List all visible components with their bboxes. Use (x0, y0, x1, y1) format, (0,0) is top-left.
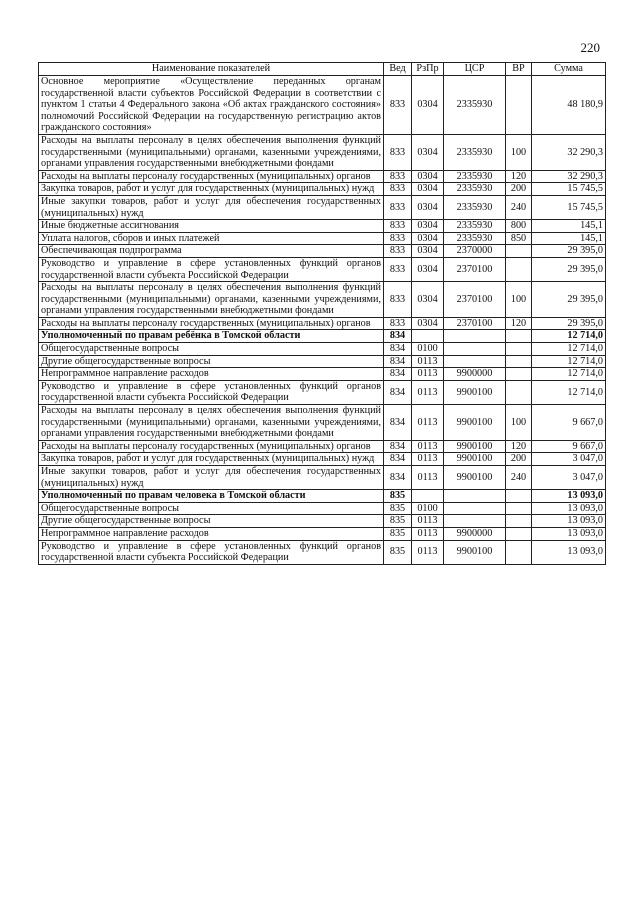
row-rzpr: 0304 (412, 195, 444, 219)
row-sum: 15 745,5 (532, 183, 606, 196)
row-ved: 833 (384, 195, 412, 219)
row-csr: 9900000 (444, 527, 506, 540)
row-name: Другие общегосударственные вопросы (39, 515, 384, 528)
row-vr (506, 368, 532, 381)
row-ved: 833 (384, 220, 412, 233)
row-name: Руководство и управление в сфере установленных функций органов государственной власти субъекта Российской Федерации (39, 540, 384, 564)
row-name: Расходы на выплаты персоналу государственных (муниципальных) органов (39, 170, 384, 183)
row-rzpr: 0113 (412, 540, 444, 564)
row-csr: 9900100 (444, 440, 506, 453)
row-name: Расходы на выплаты персоналу в целях обеспечения выполнения функций государственными (муниципальными) органами, казенными учреждениями, органами управления государственными внебюджетными фондами (39, 134, 384, 170)
row-ved: 833 (384, 183, 412, 196)
row-rzpr: 0113 (412, 440, 444, 453)
table-row (39, 527, 606, 540)
table-row (39, 466, 606, 490)
row-vr (506, 515, 532, 528)
row-csr: 9900100 (444, 466, 506, 490)
row-ved: 833 (384, 245, 412, 258)
table-row (39, 515, 606, 528)
row-vr: 800 (506, 220, 532, 233)
row-vr: 100 (506, 405, 532, 441)
row-rzpr: 0304 (412, 245, 444, 258)
row-csr: 2370100 (444, 317, 506, 330)
row-name: Иные бюджетные ассигнования (39, 220, 384, 233)
row-vr (506, 380, 532, 404)
row-ved: 833 (384, 257, 412, 281)
row-ved: 833 (384, 170, 412, 183)
header-sum: Сумма (532, 63, 606, 76)
row-vr (506, 343, 532, 356)
row-csr: 2335930 (444, 232, 506, 245)
table-row (39, 355, 606, 368)
row-vr (506, 245, 532, 258)
header-ved: Вед (384, 63, 412, 76)
row-sum: 15 745,5 (532, 195, 606, 219)
row-sum: 29 395,0 (532, 245, 606, 258)
row-csr: 9900000 (444, 368, 506, 381)
row-vr (506, 76, 532, 135)
row-csr: 2335930 (444, 170, 506, 183)
row-csr: 2335930 (444, 195, 506, 219)
row-rzpr: 0113 (412, 368, 444, 381)
row-rzpr: 0113 (412, 405, 444, 441)
row-vr: 120 (506, 317, 532, 330)
row-name: Основное мероприятие «Осуществление переданных органам государственной власти субъектов Российской Федерации в соответствии с пунктом 1 статьи 4 Федерального закона «Об актах гражданского состояния» полномочий Российской Федерации на государственную регистрацию актов гражданского состояния» (39, 76, 384, 135)
row-rzpr: 0304 (412, 220, 444, 233)
row-ved: 833 (384, 76, 412, 135)
row-ved: 833 (384, 317, 412, 330)
table-row (39, 330, 606, 343)
table-row (39, 540, 606, 564)
row-ved: 835 (384, 502, 412, 515)
row-vr: 200 (506, 183, 532, 196)
row-sum: 29 395,0 (532, 282, 606, 318)
row-name: Руководство и управление в сфере установленных функций органов государственной власти субъекта Российской Федерации (39, 380, 384, 404)
row-csr: 2370000 (444, 245, 506, 258)
row-csr (444, 330, 506, 343)
row-ved: 833 (384, 232, 412, 245)
table-row (39, 245, 606, 258)
row-rzpr: 0113 (412, 515, 444, 528)
row-name: Расходы на выплаты персоналу в целях обеспечения выполнения функций государственными (муниципальными) органами, казенными учреждениями, органами управления государственными внебюджетными фондами (39, 282, 384, 318)
table-row (39, 183, 606, 196)
table-row (39, 440, 606, 453)
table-row (39, 368, 606, 381)
row-sum: 12 714,0 (532, 343, 606, 356)
row-name: Общегосударственные вопросы (39, 502, 384, 515)
row-sum: 3 047,0 (532, 453, 606, 466)
table-body (39, 76, 606, 565)
row-name: Закупка товаров, работ и услуг для государственных (муниципальных) нужд (39, 453, 384, 466)
table-row (39, 343, 606, 356)
row-sum: 12 714,0 (532, 368, 606, 381)
row-name: Руководство и управление в сфере установленных функций органов государственной власти субъекта Российской Федерации (39, 257, 384, 281)
row-vr (506, 355, 532, 368)
row-vr: 120 (506, 170, 532, 183)
table-row (39, 405, 606, 441)
row-rzpr (412, 330, 444, 343)
row-ved: 834 (384, 355, 412, 368)
row-ved: 834 (384, 330, 412, 343)
row-rzpr: 0100 (412, 502, 444, 515)
row-csr: 9900100 (444, 453, 506, 466)
row-rzpr: 0304 (412, 134, 444, 170)
row-name: Иные закупки товаров, работ и услуг для обеспечения государственных (муниципальных) нужд (39, 466, 384, 490)
header-csr: ЦСР (444, 63, 506, 76)
table-row (39, 490, 606, 503)
row-rzpr (412, 490, 444, 503)
row-csr (444, 502, 506, 515)
row-csr (444, 343, 506, 356)
row-sum: 12 714,0 (532, 380, 606, 404)
header-rzpr: РзПр (412, 63, 444, 76)
row-csr: 2335930 (444, 76, 506, 135)
row-vr (506, 490, 532, 503)
row-csr (444, 355, 506, 368)
row-rzpr: 0113 (412, 527, 444, 540)
row-vr: 240 (506, 466, 532, 490)
table-row (39, 282, 606, 318)
row-rzpr: 0304 (412, 183, 444, 196)
row-ved: 833 (384, 282, 412, 318)
row-sum: 13 093,0 (532, 502, 606, 515)
row-ved: 834 (384, 453, 412, 466)
row-rzpr: 0304 (412, 232, 444, 245)
row-csr: 2370100 (444, 282, 506, 318)
table-row (39, 220, 606, 233)
row-name: Непрограммное направление расходов (39, 368, 384, 381)
row-sum: 9 667,0 (532, 440, 606, 453)
row-name: Закупка товаров, работ и услуг для государственных (муниципальных) нужд (39, 183, 384, 196)
row-name: Расходы на выплаты персоналу в целях обеспечения выполнения функций государственными (муниципальными) органами, казенными учреждениями, органами управления государственными внебюджетными фондами (39, 405, 384, 441)
row-rzpr: 0100 (412, 343, 444, 356)
row-vr: 850 (506, 232, 532, 245)
row-sum: 145,1 (532, 232, 606, 245)
table-row (39, 170, 606, 183)
row-ved: 835 (384, 490, 412, 503)
row-ved: 834 (384, 380, 412, 404)
header-name: Наименование показателей (39, 63, 384, 76)
table-row (39, 317, 606, 330)
row-vr: 100 (506, 282, 532, 318)
table-row (39, 502, 606, 515)
row-name: Общегосударственные вопросы (39, 343, 384, 356)
row-csr: 9900100 (444, 380, 506, 404)
row-vr (506, 502, 532, 515)
row-csr: 2370100 (444, 257, 506, 281)
row-sum: 145,1 (532, 220, 606, 233)
row-csr (444, 515, 506, 528)
row-rzpr: 0304 (412, 76, 444, 135)
row-rzpr: 0113 (412, 453, 444, 466)
row-sum: 32 290,3 (532, 134, 606, 170)
row-name: Иные закупки товаров, работ и услуг для обеспечения государственных (муниципальных) нужд (39, 195, 384, 219)
row-sum: 29 395,0 (532, 317, 606, 330)
row-ved: 834 (384, 368, 412, 381)
table-row (39, 453, 606, 466)
row-ved: 835 (384, 515, 412, 528)
row-sum: 13 093,0 (532, 515, 606, 528)
row-sum: 9 667,0 (532, 405, 606, 441)
table-row (39, 76, 606, 135)
row-csr (444, 490, 506, 503)
row-csr: 2335930 (444, 220, 506, 233)
row-sum: 12 714,0 (532, 330, 606, 343)
row-vr: 240 (506, 195, 532, 219)
row-vr (506, 540, 532, 564)
row-name: Уполномоченный по правам ребёнка в Томской области (39, 330, 384, 343)
row-rzpr: 0304 (412, 317, 444, 330)
row-rzpr: 0113 (412, 355, 444, 368)
row-csr: 9900100 (444, 405, 506, 441)
row-ved: 835 (384, 540, 412, 564)
row-vr: 200 (506, 453, 532, 466)
row-vr (506, 527, 532, 540)
row-ved: 834 (384, 440, 412, 453)
row-name: Обеспечивающая подпрограмма (39, 245, 384, 258)
row-sum: 29 395,0 (532, 257, 606, 281)
row-name: Уполномоченный по правам человека в Томской области (39, 490, 384, 503)
row-sum: 32 290,3 (532, 170, 606, 183)
header-vr: ВР (506, 63, 532, 76)
row-name: Уплата налогов, сборов и иных платежей (39, 232, 384, 245)
row-csr: 9900100 (444, 540, 506, 564)
table-row (39, 134, 606, 170)
row-sum: 13 093,0 (532, 527, 606, 540)
row-ved: 835 (384, 527, 412, 540)
row-name: Непрограммное направление расходов (39, 527, 384, 540)
row-rzpr: 0304 (412, 170, 444, 183)
row-sum: 13 093,0 (532, 540, 606, 564)
row-rzpr: 0113 (412, 380, 444, 404)
row-ved: 834 (384, 343, 412, 356)
table-row (39, 380, 606, 404)
row-vr: 120 (506, 440, 532, 453)
budget-table (38, 62, 606, 565)
page-number: 220 (580, 40, 600, 55)
row-rzpr: 0113 (412, 466, 444, 490)
table-header-row (39, 63, 606, 76)
row-rzpr: 0304 (412, 257, 444, 281)
table-row (39, 257, 606, 281)
row-csr: 2335930 (444, 183, 506, 196)
row-ved: 834 (384, 405, 412, 441)
row-sum: 3 047,0 (532, 466, 606, 490)
row-sum: 13 093,0 (532, 490, 606, 503)
table-row (39, 232, 606, 245)
row-vr (506, 257, 532, 281)
row-vr: 100 (506, 134, 532, 170)
row-ved: 834 (384, 466, 412, 490)
table-row (39, 195, 606, 219)
row-rzpr: 0304 (412, 282, 444, 318)
row-sum: 12 714,0 (532, 355, 606, 368)
row-name: Другие общегосударственные вопросы (39, 355, 384, 368)
row-name: Расходы на выплаты персоналу государственных (муниципальных) органов (39, 440, 384, 453)
row-ved: 833 (384, 134, 412, 170)
row-sum: 48 180,9 (532, 76, 606, 135)
row-vr (506, 330, 532, 343)
row-csr: 2335930 (444, 134, 506, 170)
row-name: Расходы на выплаты персоналу государственных (муниципальных) органов (39, 317, 384, 330)
